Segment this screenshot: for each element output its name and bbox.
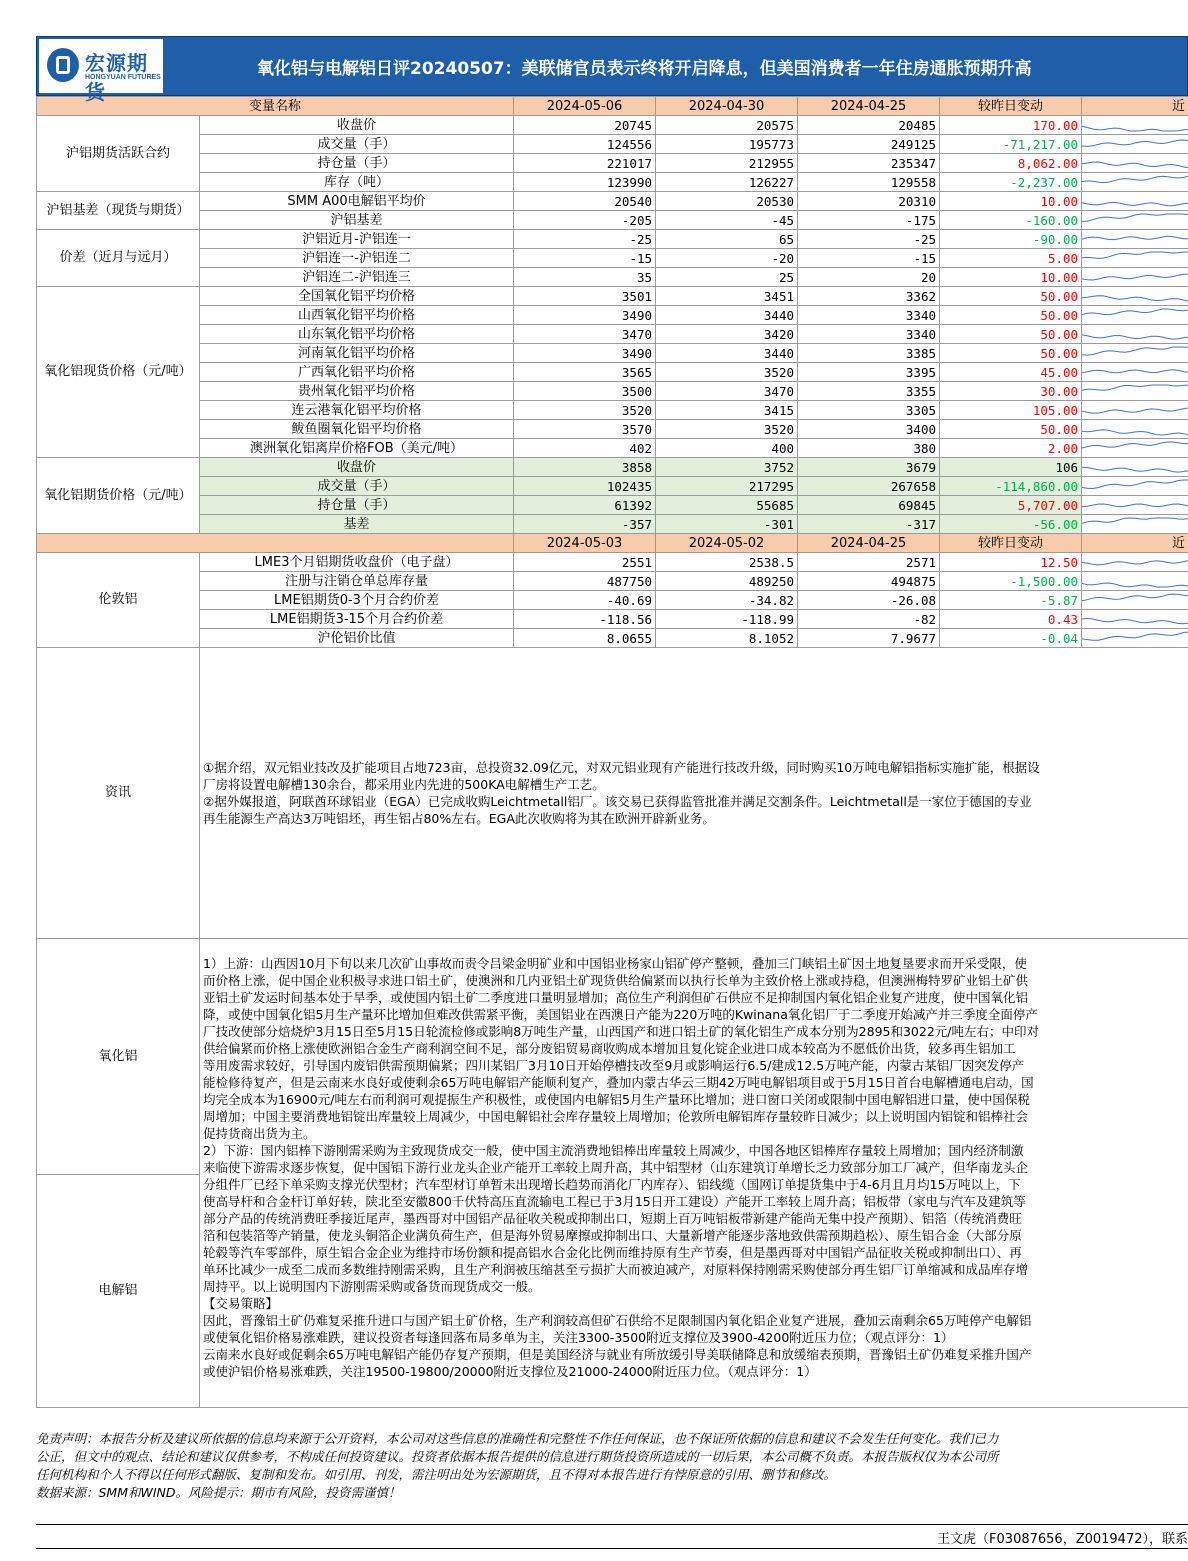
variable-name: 山东氧化铝平均价格 <box>200 325 514 344</box>
trend-cell <box>1082 553 1188 572</box>
value-date-3: 3679 <box>798 458 940 477</box>
analysis-line: 部分产品的传统消费旺季接近尾声，墨西哥对中国铝产品征收关税或抑制出口，短期上百万吨铝板带新建产能尚无集中投产预期）、铝箔（传统消费旺 <box>203 1211 1022 1226</box>
value-date-1: -25 <box>514 230 656 249</box>
trend-sparkline-icon <box>1082 572 1188 590</box>
trend-sparkline-icon <box>1082 268 1188 286</box>
table-row <box>37 306 1188 325</box>
value-change: 50.00 <box>940 420 1082 439</box>
header-change: 较昨日变动 <box>940 534 1082 553</box>
table-row <box>37 458 1188 477</box>
table-row <box>37 173 1188 192</box>
value-date-1: 61392 <box>514 496 656 515</box>
variable-name: 成交量（手） <box>200 135 514 154</box>
variable-name: 贵州氧化铝平均价格 <box>200 382 514 401</box>
value-date-2: 20575 <box>656 116 798 135</box>
value-date-2: 3520 <box>656 420 798 439</box>
value-date-2: -118.99 <box>656 610 798 629</box>
analysis-line: 来临使下游需求逐步恢复，促中国铝下游行业龙头企业产能开工率较上周升高，其中铝型材（山东建筑订单增长乏力致部分加工厂减产，但华南龙头企 <box>203 1160 1029 1175</box>
variable-name: 全国氧化铝平均价格 <box>200 287 514 306</box>
variable-name: 注册与注销仓单总库存量 <box>200 572 514 591</box>
value-date-1: -205 <box>514 211 656 230</box>
table-row <box>37 477 1188 496</box>
value-date-3: 3305 <box>798 401 940 420</box>
trend-cell <box>1082 192 1188 211</box>
value-date-1: 124556 <box>514 135 656 154</box>
variable-name: LME铝期货3-15个月合约价差 <box>200 610 514 629</box>
table-row <box>37 249 1188 268</box>
value-date-1: -357 <box>514 515 656 534</box>
value-date-1: 102435 <box>514 477 656 496</box>
value-change: -90.00 <box>940 230 1082 249</box>
analysis-line: 箔和包装箔等产销量，使龙头铜箔企业满负荷生产，但是海外贸易摩擦或抑制出口、大量新增产能逐步落地致供需预期趋松）、原生铝合金（大部分原 <box>203 1228 1022 1243</box>
value-date-1: -15 <box>514 249 656 268</box>
company-logo-icon <box>47 48 79 82</box>
header-variable-name <box>37 534 514 553</box>
trend-sparkline-icon <box>1082 211 1188 229</box>
value-change: 30.00 <box>940 382 1082 401</box>
trend-sparkline-icon <box>1082 591 1188 609</box>
analysis-line: 而价格上涨，促中国企业积极寻求进口铝土矿，使澳洲和几内亚铝土矿现货供给偏紧而以执行长单为主致价格上涨或持稳，但澳洲梅特罗矿业铝土矿供 <box>203 973 1029 988</box>
variable-name: 广西氧化铝平均价格 <box>200 363 514 382</box>
trend-cell <box>1082 287 1188 306</box>
value-change: 105.00 <box>940 401 1082 420</box>
variable-name: 沪伦铝价比值 <box>200 629 514 648</box>
footer-divider <box>36 1524 1188 1525</box>
value-change: -5.87 <box>940 591 1082 610</box>
header-change: 较昨日变动 <box>940 97 1082 116</box>
variable-name: 持仓量（手） <box>200 496 514 515</box>
trend-sparkline-icon <box>1082 344 1188 362</box>
value-date-1: 8.0655 <box>514 629 656 648</box>
trend-sparkline-icon <box>1082 249 1188 267</box>
analysis-line: 等用废需求较好，引导国内废铝供需预期偏紧；四川某铝厂3月10日开始停槽技改至9月或影响运行6.5/建成12.5万吨产能，内蒙古某铝厂因突发停产 <box>203 1058 1025 1073</box>
value-change: 50.00 <box>940 306 1082 325</box>
analysis-line: 2）下游：国内铝棒下游刚需采购为主致现货成交一般，使中国主流消费地铝棒出库量较上周减少，中国各地区铝棒库存量较上周增加；国内经济制激 <box>203 1143 1024 1158</box>
value-date-1: 35 <box>514 268 656 287</box>
variable-name: 澳洲氧化铝离岸价格FOB（美元/吨） <box>200 439 514 458</box>
trend-sparkline-icon <box>1082 116 1188 134</box>
table-header-row <box>37 534 1188 553</box>
value-date-3: 3395 <box>798 363 940 382</box>
value-date-1: 3490 <box>514 306 656 325</box>
value-date-2: 3440 <box>656 344 798 363</box>
analysis-line: 供给偏紧而价格上涨使欧洲铝合金生产商利润空间不足，部分废铝贸易商收购成本增加且复化锭企业进口成本较高为不愿低价出货，较多再生铝加工 <box>203 1041 1016 1056</box>
trend-cell <box>1082 306 1188 325</box>
disclaimer-line: 免责声明：本报告分析及建议所依据的信息均来源于公开资料，本公司对这些信息的准确性和完整性不作任何保证，也不保证所依据的信息和建议不会发生任何变化。我们已力 <box>36 1431 999 1446</box>
trend-cell <box>1082 230 1188 249</box>
value-change: -71,217.00 <box>940 135 1082 154</box>
news-content <box>200 648 1188 939</box>
value-date-3: 69845 <box>798 496 940 515</box>
value-change: 5,707.00 <box>940 496 1082 515</box>
value-date-1: 402 <box>514 439 656 458</box>
header-trend: 近 <box>1082 534 1188 553</box>
value-date-2: 65 <box>656 230 798 249</box>
trend-sparkline-icon <box>1082 287 1188 305</box>
value-date-1: -40.69 <box>514 591 656 610</box>
header-date-3: 2024-04-25 <box>798 97 940 116</box>
variable-name: 库存（吨） <box>200 173 514 192</box>
value-date-3: -175 <box>798 211 940 230</box>
value-date-3: 3362 <box>798 287 940 306</box>
disclaimer-line: 任何机构和个人不得以任何形式翻版、复制和发布。如引用、刊发，需注明出处为宏源期货，且不得对本报告进行有悖原意的引用、删节和修改。 <box>36 1467 837 1482</box>
value-change: 106 <box>940 458 1082 477</box>
variable-name: 收盘价 <box>200 458 514 477</box>
value-change: 50.00 <box>940 287 1082 306</box>
trend-cell <box>1082 496 1188 515</box>
logo-text-cn: 宏源期货 <box>85 51 148 104</box>
value-change: 45.00 <box>940 363 1082 382</box>
value-date-1: -118.56 <box>514 610 656 629</box>
news-line: ①据介绍，双元铝业技改及扩能项目占地723亩，总投资32.09亿元，对双元铝业现有产能进行技改升级，同时购买10万吨电解铝指标实施扩能，根据设 <box>203 760 1040 775</box>
analysis-line: 轮毂等汽车零部件，原生铝合金企业为维持市场份额和提高铝水合金化比例而维持原有生产节奏，但是墨西哥对中国铝产品征收关税或抑制出口）、再 <box>203 1245 1022 1260</box>
alumina-label: 氧化铝 <box>37 939 200 1175</box>
value-date-3: 20485 <box>798 116 940 135</box>
report-title: 氧化铝与电解铝日评20240507：美联储官员表示终将开启降息，但美国消费者一年住房通胀预期升高 <box>257 59 1032 79</box>
value-date-3: -15 <box>798 249 940 268</box>
value-change: 2.00 <box>940 439 1082 458</box>
value-date-3: 3340 <box>798 325 940 344</box>
trend-cell <box>1082 135 1188 154</box>
header-date-3: 2024-04-25 <box>798 534 940 553</box>
value-date-3: 20 <box>798 268 940 287</box>
group-label: 价差（近月与远月） <box>37 230 200 287</box>
table-row <box>37 192 1188 211</box>
value-date-3: 380 <box>798 439 940 458</box>
value-date-2: 25 <box>656 268 798 287</box>
variable-name: 连云港氧化铝平均价格 <box>200 401 514 420</box>
trend-cell <box>1082 249 1188 268</box>
value-date-1: 3858 <box>514 458 656 477</box>
logo-text-en: HONGYUAN FUTURES <box>85 74 161 81</box>
analysis-line: 能检修待复产，但是云南来水良好或使剩余65万吨电解铝产能顺利复产，叠加内蒙古华云三期42万吨电解铝项目或于5月15日首台电解槽通电启动，国 <box>203 1075 1034 1090</box>
trend-sparkline-icon <box>1082 382 1188 400</box>
value-date-2: 217295 <box>656 477 798 496</box>
header-date-2: 2024-04-30 <box>656 97 798 116</box>
analysis-line: 降，或使中国氧化铝5月生产量环比增加但难改供需紧平衡，美国铝业在西澳日产能为220万吨的Kwinana氧化铝厂于二季度开始减产并三季度全面停产 <box>203 1007 1038 1022</box>
trend-cell <box>1082 382 1188 401</box>
value-change: 170.00 <box>940 116 1082 135</box>
news-row <box>37 648 1188 939</box>
news-label: 资讯 <box>37 648 200 939</box>
table-row <box>37 363 1188 382</box>
table-row <box>37 135 1188 154</box>
trend-sparkline-icon <box>1082 553 1188 571</box>
group-label: 氧化铝现货价格（元/吨） <box>37 287 200 458</box>
disclaimer-line: 公正，但文中的观点、结论和建议仅供参考，不构成任何投资建议。投资者依据本报告提供的信息进行期货投资所造成的一切后果，本公司概不负责。本报告版权仅为本公司所 <box>36 1449 999 1464</box>
header-date-1: 2024-05-03 <box>514 534 656 553</box>
analysis-row <box>37 939 1188 1175</box>
trend-sparkline-icon <box>1082 629 1188 647</box>
disclaimer <box>36 1430 1188 1502</box>
value-change: 8,062.00 <box>940 154 1082 173</box>
value-date-3: 7.9677 <box>798 629 940 648</box>
value-date-1: 20540 <box>514 192 656 211</box>
table-row <box>37 629 1188 648</box>
analysis-line: 或使沪铝价格易涨难跌，关注19500-19800/20000附近支撑位及21000-24000附近压力位。（观点评分：1） <box>203 1364 817 1379</box>
table-row <box>37 553 1188 572</box>
variable-name: 沪铝连二-沪铝连三 <box>200 268 514 287</box>
table-row <box>37 154 1188 173</box>
trend-sparkline-icon <box>1082 135 1188 153</box>
analysis-line: 亚铝土矿发运时间基本处于旱季，或使国内铝土矿二季度进口量明显增加；高位生产利润但矿石供应不足抑制国内氧化铝企业复产进度，使中国氧化铝 <box>203 990 1029 1005</box>
table-row <box>37 610 1188 629</box>
analysis-line: 厂技改使部分焙烧炉3月15日至5月15日轮流检修或影响8万吨生产量，山西国产和进口铝土矿的氧化铝生产成本分别为2895和3022元/吨左右；中印对 <box>203 1024 1040 1039</box>
value-date-2: -20 <box>656 249 798 268</box>
value-date-3: -25 <box>798 230 940 249</box>
value-date-3: 3355 <box>798 382 940 401</box>
trend-sparkline-icon <box>1082 173 1188 191</box>
value-date-1: 487750 <box>514 572 656 591</box>
value-change: -2,237.00 <box>940 173 1082 192</box>
company-logo <box>39 39 163 104</box>
trend-sparkline-icon <box>1082 230 1188 248</box>
value-date-2: 20530 <box>656 192 798 211</box>
value-date-2: 3470 <box>656 382 798 401</box>
value-change: 10.00 <box>940 192 1082 211</box>
value-date-2: 3451 <box>656 287 798 306</box>
value-change: 50.00 <box>940 344 1082 363</box>
trend-sparkline-icon <box>1082 401 1188 419</box>
trend-sparkline-icon <box>1082 154 1188 172</box>
group-label: 氧化铝期货价格（元/吨） <box>37 458 200 534</box>
analysis-line: 因此，晋豫铝土矿仍难复采推升进口与国产铝土矿价格，生产利润较高但矿石供给不足限制国内氧化铝企业复产进展，叠加云南剩余65万吨停产电解铝 <box>203 1313 1032 1328</box>
value-date-3: 2571 <box>798 553 940 572</box>
analysis-line: 促持货商出货为主。 <box>203 1126 316 1141</box>
value-date-3: -317 <box>798 515 940 534</box>
table-row <box>37 591 1188 610</box>
table-row <box>37 230 1188 249</box>
author-contact: 王文虎（F03087656，Z0019472），联系 <box>937 1532 1188 1547</box>
trend-cell <box>1082 268 1188 287</box>
analysis-line: 分组件厂已经下单采购支撑光伏型材；汽车型材订单暂未出现增长趋势而消化厂内库存）、铝线缆（国网订单提货集中于4-6月且月均15万吨以上，下 <box>203 1177 1021 1192</box>
header-variable-name: 变量名称 <box>37 97 514 116</box>
news-line: ②据外媒报道，阿联酋环球铝业（EGA）已完成收购Leichtmetall铝厂。该交易已获得监管批准并满足交割条件。Leichtmetall是一家位于德国的专业 <box>203 794 1032 809</box>
value-date-2: 3520 <box>656 363 798 382</box>
value-change: 12.50 <box>940 553 1082 572</box>
table-row <box>37 515 1188 534</box>
variable-name: 持仓量（手） <box>200 154 514 173</box>
variable-name: 沪铝基差 <box>200 211 514 230</box>
trend-cell <box>1082 173 1188 192</box>
table-row <box>37 211 1188 230</box>
trend-sparkline-icon <box>1082 420 1188 438</box>
value-date-3: 20310 <box>798 192 940 211</box>
trend-cell <box>1082 477 1188 496</box>
value-date-2: 8.1052 <box>656 629 798 648</box>
trend-cell <box>1082 325 1188 344</box>
value-date-1: 3565 <box>514 363 656 382</box>
trend-sparkline-icon <box>1082 515 1188 533</box>
group-label: 沪铝期货活跃合约 <box>37 116 200 192</box>
trend-cell <box>1082 344 1188 363</box>
variable-name: LME3个月铝期货收盘价（电子盘） <box>200 553 514 572</box>
value-date-2: 3440 <box>656 306 798 325</box>
analysis-line: 单环比减少一成至二成而多数维持刚需采购，且生产利润被压缩甚至亏损扩大而被迫减产，对原料保持刚需采购使部分再生铝厂订单缩减和成品库存增 <box>203 1262 1029 1277</box>
variable-name: 鲅鱼圈氧化铝平均价格 <box>200 420 514 439</box>
trend-sparkline-icon <box>1082 477 1188 495</box>
value-date-3: 129558 <box>798 173 940 192</box>
trend-cell <box>1082 439 1188 458</box>
trend-sparkline-icon <box>1082 496 1188 514</box>
trend-cell <box>1082 515 1188 534</box>
news-line: 再生能源生产高达3万吨铝坯，再生铝占80%左右。EGA此次收购将为其在欧洲开辟新业务。 <box>203 811 715 826</box>
value-change: 0.43 <box>940 610 1082 629</box>
group-label: 伦敦铝 <box>37 553 200 648</box>
trend-cell <box>1082 610 1188 629</box>
value-date-3: 3400 <box>798 420 940 439</box>
analysis-line: 云南来水良好或促剩余65万吨电解铝产能仍存复产预期，但是美国经济与就业有所放缓引导美联储降息和放缓缩表预期，晋豫铝土矿仍难复采推升国产 <box>203 1347 1032 1362</box>
value-date-1: 3490 <box>514 344 656 363</box>
value-date-2: 195773 <box>656 135 798 154</box>
value-date-3: 3340 <box>798 306 940 325</box>
trend-cell <box>1082 363 1188 382</box>
value-date-1: 3501 <box>514 287 656 306</box>
value-date-2: -301 <box>656 515 798 534</box>
electrolytic-label: 电解铝 <box>37 1175 200 1408</box>
trend-sparkline-icon <box>1082 439 1188 457</box>
value-date-1: 123990 <box>514 173 656 192</box>
value-date-3: 494875 <box>798 572 940 591</box>
trend-sparkline-icon <box>1082 610 1188 628</box>
table-row <box>37 439 1188 458</box>
table-row <box>37 344 1188 363</box>
trend-sparkline-icon <box>1082 306 1188 324</box>
trend-cell <box>1082 458 1188 477</box>
value-change: 5.00 <box>940 249 1082 268</box>
analysis-line: 使高导杆和合金杆订单好转，陕北至安徽800千伏特高压直流输电工程已于3月15日开工建设）产能开工率较上周升高；铝板带（家电与汽车及建筑等 <box>203 1194 1026 1209</box>
trend-cell <box>1082 420 1188 439</box>
value-date-2: -34.82 <box>656 591 798 610</box>
analysis-line: 1）上游：山西因10月下旬以来几次矿山事故而责令吕梁金明矿业和中国铝业杨家山铝矿停产整顿，叠加三门峡铝土矿因土地复垦要求而开采受限，使 <box>203 956 1027 971</box>
header-trend: 近 <box>1082 97 1188 116</box>
value-date-3: 235347 <box>798 154 940 173</box>
value-change: -0.04 <box>940 629 1082 648</box>
table-row <box>37 496 1188 515</box>
variable-name: 沪铝近月-沪铝连一 <box>200 230 514 249</box>
value-date-2: 2538.5 <box>656 553 798 572</box>
value-date-3: -82 <box>798 610 940 629</box>
value-change: 50.00 <box>940 325 1082 344</box>
disclaimer-line: 数据来源：SMM和WIND。风险提示：期市有风险，投资需谨慎！ <box>36 1485 401 1500</box>
trend-cell <box>1082 629 1188 648</box>
value-change: -160.00 <box>940 211 1082 230</box>
analysis-line: 均完全成本为16900元/吨左右而利润可观提振生产积极性，或使国内电解铝5月生产量环比增加；进口窗口关闭或限制中国电解铝进口量，使中国保税 <box>203 1092 1030 1107</box>
value-date-3: 267658 <box>798 477 940 496</box>
value-date-1: 3520 <box>514 401 656 420</box>
report-header <box>36 36 1188 104</box>
value-date-1: 3470 <box>514 325 656 344</box>
group-label: 沪铝基差（现货与期货） <box>37 192 200 230</box>
table-row <box>37 401 1188 420</box>
value-date-1: 20745 <box>514 116 656 135</box>
value-change: -1,500.00 <box>940 572 1082 591</box>
analysis-line: 周持平。以上说明国内下游刚需采购或备货而现货成交一般。 <box>203 1279 541 1294</box>
analysis-line: 周增加；中国主要消费地铝锭出库量较上周减少，中国电解铝社会库存量较上周增加；伦敦所电解铝库存量较昨日减少；以上说明国内铝锭和铝棒社会 <box>203 1109 1029 1124</box>
variable-name: LME铝期货0-3个月合约价差 <box>200 591 514 610</box>
variable-name: 成交量（手） <box>200 477 514 496</box>
news-line: 厂房将设置电解槽130余台，都采用业内先进的500KA电解槽生产工艺。 <box>203 777 605 792</box>
value-date-1: 3570 <box>514 420 656 439</box>
value-change: 10.00 <box>940 268 1082 287</box>
value-date-2: 212955 <box>656 154 798 173</box>
value-date-2: -45 <box>656 211 798 230</box>
value-date-2: 3420 <box>656 325 798 344</box>
variable-name: 河南氧化铝平均价格 <box>200 344 514 363</box>
value-date-3: 249125 <box>798 135 940 154</box>
value-date-2: 55685 <box>656 496 798 515</box>
variable-name: SMM A00电解铝平均价 <box>200 192 514 211</box>
table-row <box>37 287 1188 306</box>
table-row <box>37 325 1188 344</box>
variable-name: 沪铝连一-沪铝连二 <box>200 249 514 268</box>
table-row <box>37 116 1188 135</box>
trend-cell <box>1082 116 1188 135</box>
trend-cell <box>1082 401 1188 420</box>
trend-cell <box>1082 591 1188 610</box>
value-date-1: 221017 <box>514 154 656 173</box>
header-date-1: 2024-05-06 <box>514 97 656 116</box>
trend-sparkline-icon <box>1082 192 1188 210</box>
value-date-2: 400 <box>656 439 798 458</box>
trend-cell <box>1082 572 1188 591</box>
value-change: -114,860.00 <box>940 477 1082 496</box>
value-change: -56.00 <box>940 515 1082 534</box>
trend-sparkline-icon <box>1082 363 1188 381</box>
trend-cell <box>1082 211 1188 230</box>
header-date-2: 2024-05-02 <box>656 534 798 553</box>
analysis-line: 【交易策略】 <box>203 1296 279 1311</box>
analysis-line: 或使氧化铝价格易涨难跌，建议投资者每逢回落布局多单为主，关注3300-3500附近支撑位及3900-4200附近压力位；（观点评分：1） <box>203 1330 954 1345</box>
value-date-2: 3415 <box>656 401 798 420</box>
value-date-2: 126227 <box>656 173 798 192</box>
value-date-3: 3385 <box>798 344 940 363</box>
table-row <box>37 268 1188 287</box>
value-date-2: 3752 <box>656 458 798 477</box>
trend-cell <box>1082 154 1188 173</box>
value-date-1: 2551 <box>514 553 656 572</box>
variable-name: 收盘价 <box>200 116 514 135</box>
table-header-row <box>37 97 1188 116</box>
trend-sparkline-icon <box>1082 458 1188 476</box>
report-sheet <box>36 36 1188 1547</box>
value-date-2: 489250 <box>656 572 798 591</box>
data-table <box>36 96 1188 1408</box>
table-row <box>37 572 1188 591</box>
trend-sparkline-icon <box>1082 325 1188 343</box>
value-date-1: 3500 <box>514 382 656 401</box>
table-row <box>37 420 1188 439</box>
footer-divider-bottom <box>36 1548 1188 1549</box>
value-date-3: -26.08 <box>798 591 940 610</box>
variable-name: 基差 <box>200 515 514 534</box>
table-row <box>37 382 1188 401</box>
analysis-content <box>200 939 1188 1408</box>
variable-name: 山西氧化铝平均价格 <box>200 306 514 325</box>
